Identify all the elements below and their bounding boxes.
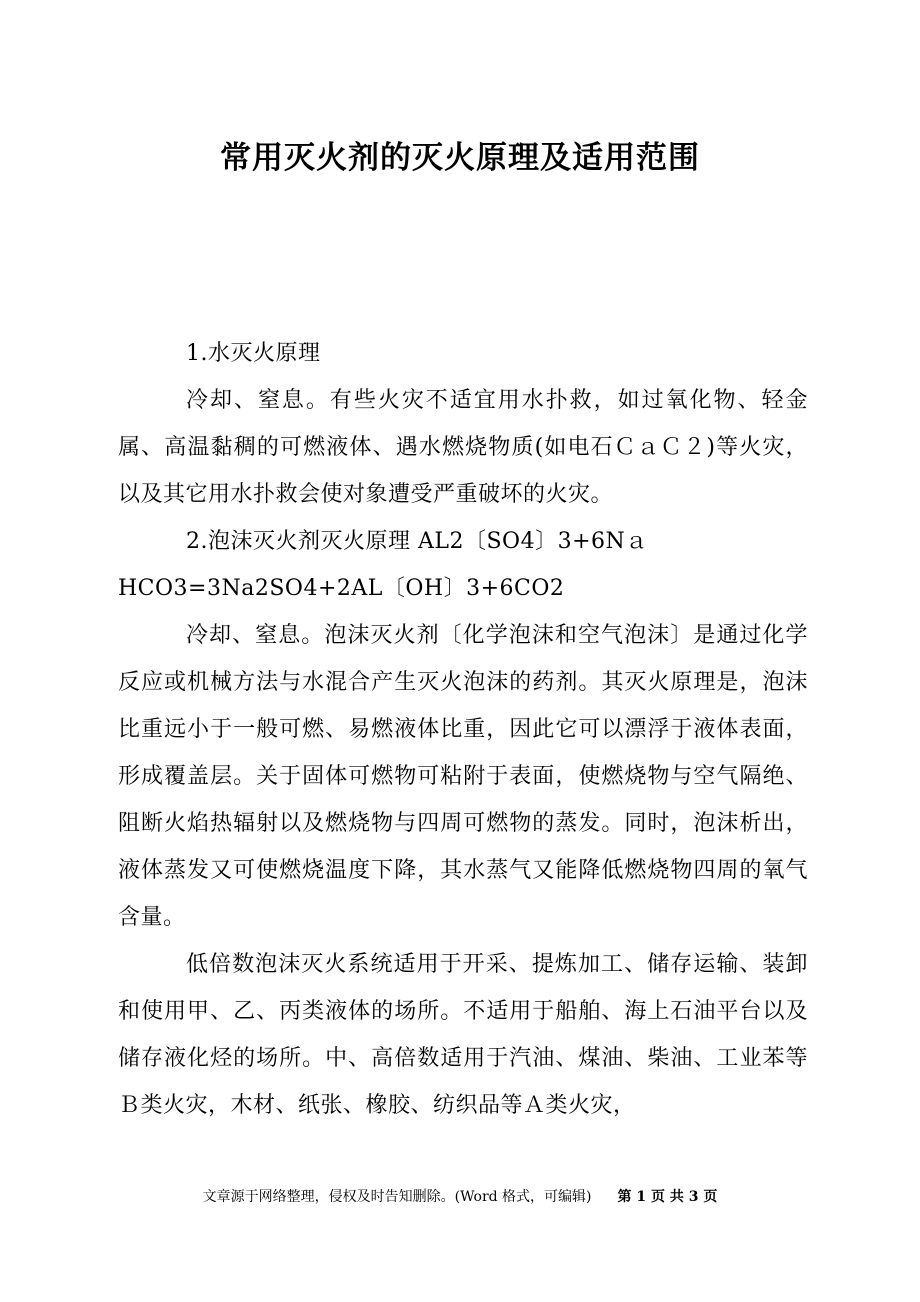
document-body [118, 330, 808, 1129]
section-heading-foam-formula: 2.泡沫灭火剂灭火原理 AL2〔SO4〕3+6Nａ HCO3=3Na2SO4+2AL〔OH〕3+6CO2 [118, 529, 648, 601]
page-footer [0, 1186, 920, 1206]
page-number: 第 1 页 共 3 页 [617, 1189, 718, 1205]
paragraph-foam-applications: 低倍数泡沫灭火系统适用于开采、提炼加工、储存运输、装卸和使用甲、乙、丙类液体的场所。不适用于船舶、海上石油平台以及储存液化烃的场所。中、高倍数适用于汽油、煤油、柴油、工业苯等Ｂ类火灾，木材、纸张、橡胶、纺织品等Ａ类火灾， [118, 952, 808, 1118]
paragraph-water-principle: 冷却、窒息。有些火灾不适宜用水扑救，如过氧化物、轻金属、高温黏稠的可燃液体、遇水燃烧物质(如电石ＣａＣ２)等火灾，以及其它用水扑救会使对象遭受严重破坏的火灾。 [118, 388, 808, 507]
paragraph-foam-principle: 冷却、窒息。泡沫灭火剂〔化学泡沫和空气泡沫〕是通过化学反应或机械方法与水混合产生灭火泡沫的药剂。其灭火原理是，泡沫比重远小于一般可燃、易燃液体比重，因此它可以漂浮于液体表面，形成覆盖层。关于固体可燃物可粘附于表面，使燃烧物与空气隔绝、阻断火焰热辐射以及燃烧物与四周可燃物的蒸发。同时，泡沫析出，液体蒸发又可使燃烧温度下降，其水蒸气又能降低燃烧物四周的氧气含量。 [118, 623, 808, 930]
section-heading-water: 1.水灭火原理 [186, 341, 321, 366]
page-title: 常用灭火剂的灭火原理及适用范围 [220, 140, 700, 176]
footer-note: 文章源于网络整理，侵权及时告知删除。(Word 格式，可编辑) [202, 1189, 592, 1205]
